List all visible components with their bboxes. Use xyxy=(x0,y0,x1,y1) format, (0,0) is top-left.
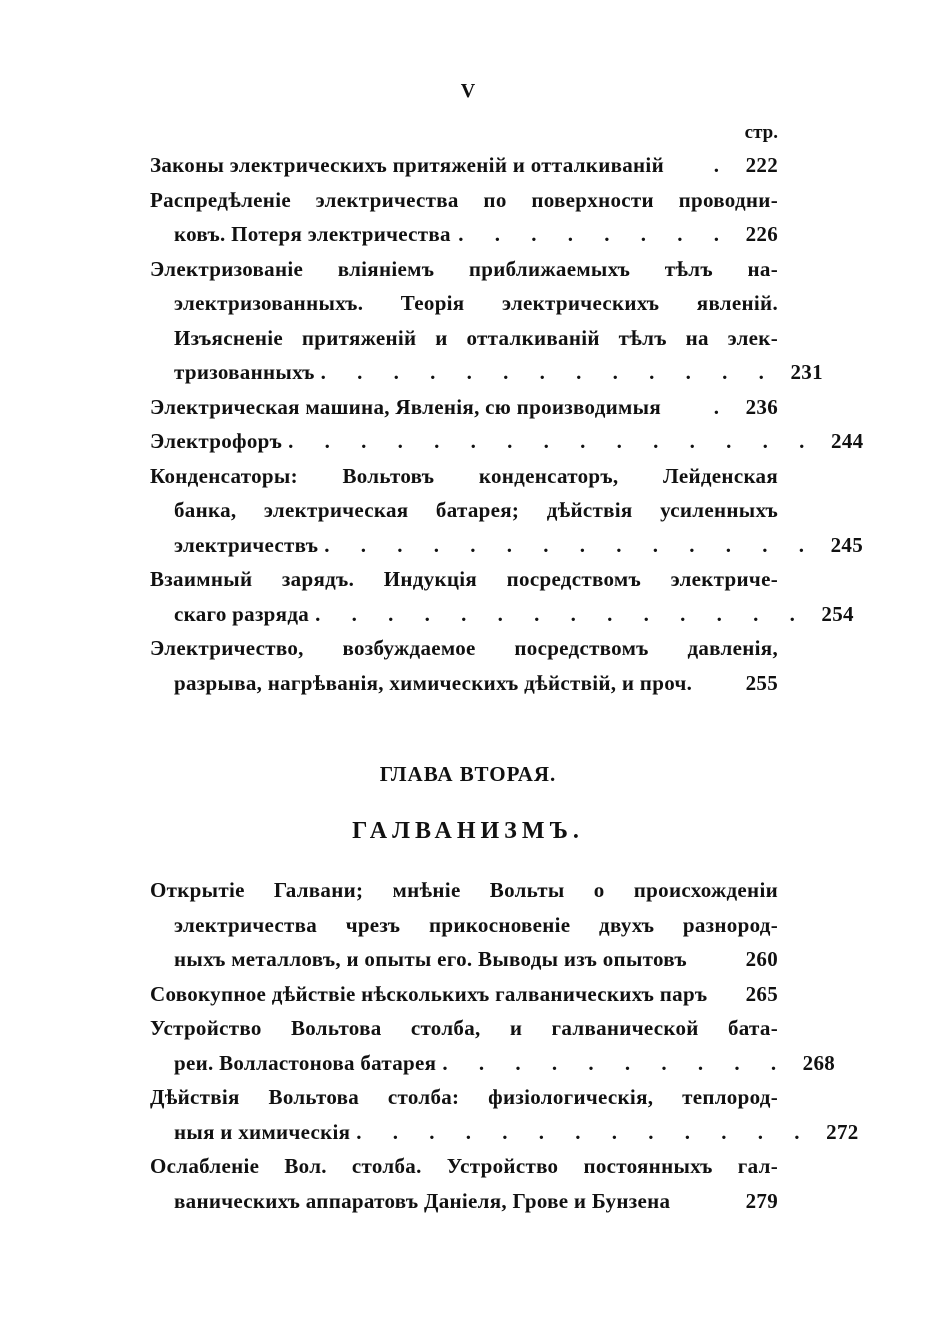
toc-entry xyxy=(150,390,778,425)
toc-entry xyxy=(150,873,778,977)
toc-entry xyxy=(150,1149,778,1218)
toc-dot-leader: . . . . . . . . . . . . . . . xyxy=(288,429,818,453)
toc-section-electricity xyxy=(150,148,864,700)
toc-entry xyxy=(150,148,778,183)
toc-entry-text: Устройство Вольтова столба, и галванической бата- xyxy=(150,1016,778,1040)
toc-entry-text: Открытіе Галвани; мнѣніе Вольты о происхожденіи xyxy=(150,878,778,902)
toc-entry-text: реи. Волластонова батарея xyxy=(174,1050,437,1075)
toc-page-number: 272 xyxy=(826,1119,859,1144)
toc-entry xyxy=(150,424,864,459)
toc-entry-text: ковъ. Потеря электричества xyxy=(174,222,451,246)
toc-dot-leader: . . . . . . . . xyxy=(458,222,732,246)
toc-entry-text: электричествъ xyxy=(174,532,319,557)
toc-dot-leader: . . . . . . . . . . . . . . xyxy=(324,532,818,557)
toc-entry-text: Взаимный зарядъ. Индукція посредствомъ электриче- xyxy=(150,567,778,591)
toc-entry xyxy=(150,459,864,563)
toc-page-number: 260 xyxy=(745,947,778,971)
toc-entry-text: ныя и химическія xyxy=(174,1119,351,1144)
toc-page-number: 255 xyxy=(745,670,778,695)
toc-entry xyxy=(150,252,823,390)
toc-entry-text: тризованныхъ xyxy=(174,360,315,384)
toc-page-number: 226 xyxy=(745,222,778,246)
toc-entry-text: Электрическая машина, Явленія, сю производимыя xyxy=(150,394,661,419)
toc-entry xyxy=(150,1011,836,1080)
toc-entry-text: Конденсаторы: Вольтовъ конденсаторъ, Лейденская xyxy=(150,463,778,488)
page-column-label: стр. xyxy=(744,122,778,143)
toc-page-number: 222 xyxy=(745,153,778,177)
toc-dot-leader: . . . . . . . . . . . . . xyxy=(320,360,777,384)
page-number: V xyxy=(460,80,476,102)
toc-entry-text: разрыва, нагрѣванія, химическихъ дѣйствій, и проч. xyxy=(174,670,693,695)
toc-entry-text: Электризованіе вліяніемъ приближаемыхъ тѣлъ на- xyxy=(150,256,778,281)
toc-page-number: 245 xyxy=(830,532,864,557)
toc-entry-text: скаго разряда xyxy=(174,601,310,626)
toc-entry-text: Распредѣленіе электричества по поверхности проводни- xyxy=(150,187,778,212)
toc-entry xyxy=(150,977,778,1012)
toc-entry-text: ныхъ металловъ, и опыты его. Выводы изъ опытовъ xyxy=(174,947,687,971)
toc-entry xyxy=(150,631,778,700)
toc-entry-text: Электричество, возбуждаемое посредствомъ давленія, xyxy=(150,636,778,660)
toc-page-number: 244 xyxy=(831,429,864,453)
toc-entry xyxy=(150,1080,859,1149)
toc-page-number: 265 xyxy=(745,981,778,1006)
toc-page-number: 279 xyxy=(745,1188,778,1213)
toc-page-number: 231 xyxy=(790,360,823,384)
toc-dot-leader: . xyxy=(713,153,732,177)
toc-entry-text: Дѣйствія Вольтова столба: физіологическія, теплород- xyxy=(150,1085,778,1109)
chapter-heading: ГЛАВА ВТОРАЯ. xyxy=(379,762,557,786)
toc-entry xyxy=(150,183,778,252)
toc-entry-text: Законы электрическихъ притяженій и отталкиваній xyxy=(150,153,664,177)
toc-page-number: 236 xyxy=(745,394,778,419)
chapter-title: ГАЛВАНИЗМЪ. xyxy=(352,818,584,844)
toc-entry-text: ваническихъ аппаратовъ Даніеля, Грове и Бунзена xyxy=(174,1188,671,1213)
toc-entry xyxy=(150,562,854,631)
toc-dot-leader: . xyxy=(713,394,732,419)
toc-page-number: 268 xyxy=(802,1050,836,1075)
toc-entry-text: Совокупное дѣйствіе нѣсколькихъ галваническихъ паръ xyxy=(150,981,708,1006)
toc-dot-leader: . . . . . . . . . . . . . xyxy=(356,1119,813,1144)
toc-entry-text: Электрофоръ xyxy=(150,429,283,453)
toc-dot-leader: . . . . . . . . . . . . . . xyxy=(315,601,808,626)
toc-entry-text: электризованныхъ. Теорія электрическихъ явленій. xyxy=(174,291,778,315)
toc-entry-text: Изъясненіе притяженій и отталкиваній тѣлъ на элек- xyxy=(174,325,778,350)
toc-page-number: 254 xyxy=(821,601,854,626)
toc-entry-text: банка, электрическая батарея; дѣйствія усиленныхъ xyxy=(174,498,778,522)
toc-entry-text: электричества чрезъ прикосновеніе двухъ разнород- xyxy=(174,912,778,937)
toc-entry-text: Ослабленіе Вол. столба. Устройство постоянныхъ гал- xyxy=(150,1154,778,1178)
toc-dot-leader: . . . . . . . . . . xyxy=(442,1050,790,1075)
toc-section-galvanism xyxy=(150,873,859,1218)
